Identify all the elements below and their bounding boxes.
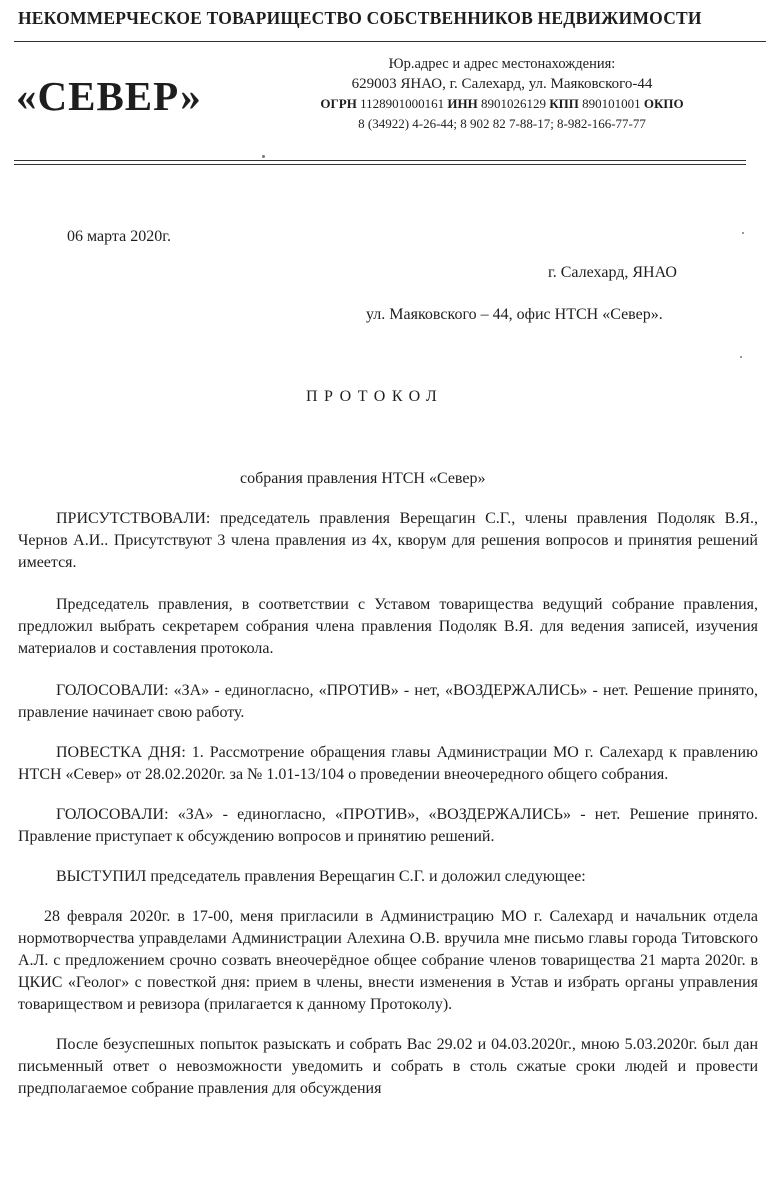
- document-title: ПРОТОКОЛ: [306, 388, 444, 405]
- registration-numbers: [272, 94, 732, 114]
- paragraph-agenda: ПОВЕСТКА ДНЯ: 1. Рассмотрение обращения главы Администрации МО г. Салехард к правлению НТСН «Север» от 28.02.2020г. за № 1.01-13/104 о проведении внеочередного общего собрания.: [18, 744, 758, 783]
- address-caption: Юр.адрес и адрес местонахождения:: [388, 56, 616, 72]
- kpp-label: КПП: [549, 96, 579, 111]
- okpo-label: ОКПО: [643, 96, 684, 111]
- inn-label: ИНН: [447, 96, 478, 111]
- paragraph-secretary-proposal: Председатель правления, в соответствии с Уставом товарищества ведущий собрание правления, предложил выбрать секретарем собрания члена правления Подоляк В.Я. для ведения записей, изучения материалов и составления протокола.: [18, 596, 758, 657]
- document-city: г. Салехард, ЯНАО: [548, 264, 677, 281]
- paragraph-vote-1: ГОЛОСОВАЛИ: «ЗА» - единогласно, «ПРОТИВ» - нет, «ВОЗДЕРЖАЛИСЬ» - нет. Решение принято, правление начинает свою работу.: [18, 682, 758, 721]
- document-subtitle: собрания правления НТСН «Север»: [240, 470, 486, 487]
- legal-address: 629003 ЯНАО, г. Салехард, ул. Маяковского-44: [351, 76, 653, 92]
- document-body: [18, 508, 758, 1120]
- organization-contacts: [272, 54, 732, 134]
- letterhead-divider-top: [14, 160, 746, 161]
- scan-speck: [742, 232, 744, 234]
- scan-speck: [262, 155, 265, 158]
- letterhead-divider-bottom: [14, 164, 746, 165]
- document-date: 06 марта 2020г.: [67, 228, 171, 245]
- scan-speck: [740, 356, 742, 358]
- paragraph-vote-2: ГОЛОСОВАЛИ: «ЗА» - единогласно, «ПРОТИВ», «ВОЗДЕРЖАЛИСЬ» - нет. Решение принято. Правление приступает к обсуждению вопросов и принятию решений.: [18, 806, 758, 845]
- ogrn-value: 1128901000161: [360, 96, 445, 111]
- document-office-address: ул. Маяковского – 44, офис НТСН «Север».: [366, 306, 663, 323]
- paragraph-attendance: ПРИСУТСТВОВАЛИ: председатель правления Верещагин С.Г., члены правления Подоляк В.Я., Чернов А.И.. Присутствуют 3 члена правления из 4х, кворум для решения вопросов и принятия решений имеется.: [18, 510, 758, 571]
- kpp-value: 890101001: [582, 96, 641, 111]
- organization-title: НЕКОММЕРЧЕСКОЕ ТОВАРИЩЕСТВО СОБСТВЕННИКОВ НЕДВИЖИМОСТИ: [18, 8, 702, 28]
- paragraph-response: После безуспешных попыток разыскать и собрать Вас 29.02 и 04.03.2020г., мною 5.03.2020г. был дан письменный ответ о невозможности уведомить и собрать в столь сжатые сроки людей и провести предполагаемое собрание правления для обсуждения: [18, 1036, 758, 1097]
- phone-numbers: 8 (34922) 4-26-44; 8 902 82 7-88-17; 8-982-166-77-77: [358, 116, 646, 131]
- paragraph-speaker: ВЫСТУПИЛ председатель правления Верещагин С.Г. и доложил следующее:: [56, 868, 586, 885]
- header-divider: [14, 41, 766, 42]
- ogrn-label: ОГРН: [320, 96, 357, 111]
- organization-logo: «СЕВЕР»: [16, 73, 202, 119]
- paragraph-report: 28 февраля 2020г. в 17-00, меня пригласили в Администрацию МО г. Салехард и начальник отдела нормотворчества управделами Администрации Алехина О.В. вручила мне письмо главы города Титовского А.Л. с предложением срочно созвать внеочерёдное общее собрание членов товарищества 21 марта 2020г. в ЦКИС «Геолог» с повесткой дня: прием в члены, внести изменения в Устав и избрать органы управления товариществом и ревизора (прилагается к данному Протоколу).: [18, 908, 758, 1013]
- inn-value: 8901026129: [480, 96, 546, 111]
